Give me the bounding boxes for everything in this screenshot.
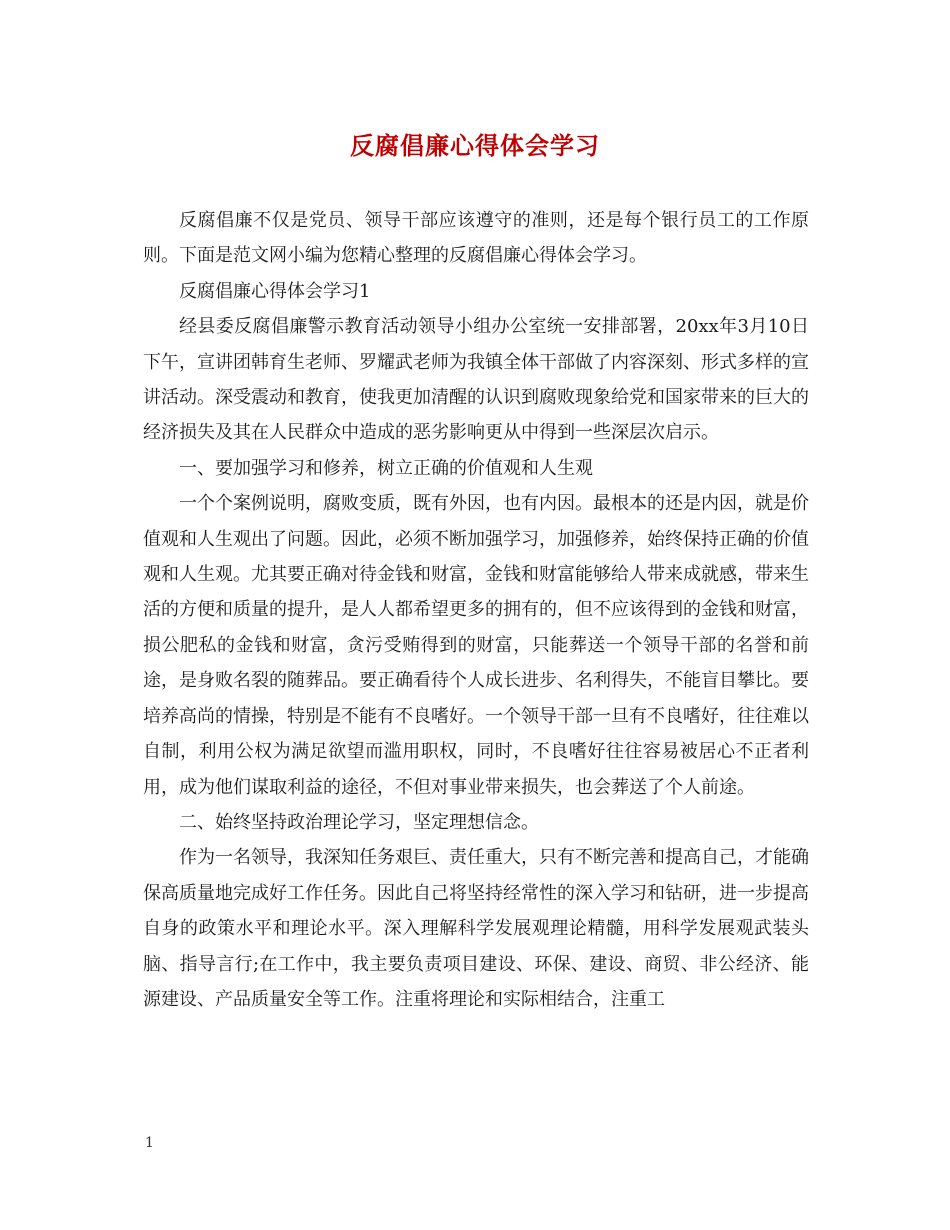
- section-title-1: 反腐倡廉心得体会学习1: [179, 280, 371, 302]
- body-paragraph: 经县委反腐倡廉警示教育活动领导小组办公室统一安排部署，20xx年3月10日下午，宣讲团韩育生老师、罗耀武老师为我镇全体干部做了内容深刻、形式多样的宣讲活动。深受震动和教育，使我更加清醒的认识到腐败现象给党和国家带来的巨大的经济损失及其在人民群众中造成的恶劣影响更从中得到一些深层次启示。: [143, 316, 809, 444]
- body-paragraph: 作为一名领导，我深知任务艰巨、责任重大，只有不断完善和提高自己，才能确保高质量地完成好工作任务。因此自己将坚持经常性的深入学习和钻研，进一步提高自身的政策水平和理论水平。深入理解科学发展观理论精髓，用科学发展观武装头脑、指导言行;在工作中，我主要负责项目建设、环保、建设、商贸、非公经济、能源建设、产品质量安全等工作。注重将理论和实际相结合，注重工: [143, 847, 809, 1010]
- body-paragraph: 一个个案例说明，腐败变质，既有外因，也有内因。最根本的还是内因，就是价值观和人生观出了问题。因此，必须不断加强学习，加强修养，始终保持正确的价值观和人生观。尤其要正确对待金钱和财富，金钱和财富能够给人带来成就感，带来生活的方便和质量的提升，是人人都希望更多的拥有的，但不应该得到的金钱和财富，损公肥私的金钱和财富，贪污受贿得到的财富，只能葬送一个领导干部的名誉和前途，是身败名裂的随葬品。要正确看待个人成长进步、名利得失，不能盲目攀比。要培养高尚的情操，特别是不能有不良嗜好。一个领导干部一旦有不良嗜好，往往难以自制，利用公权为满足欲望而滥用职权，同时，不良嗜好往往容易被居心不正者利用，成为他们谋取利益的途径，不但对事业带来损失，也会葬送了个人前途。: [143, 493, 809, 798]
- document-title: 反腐倡廉心得体会学习: [350, 131, 600, 160]
- intro-paragraph: 反腐倡廉不仅是党员、领导干部应该遵守的准则，还是每个银行员工的工作原则。下面是范文网小编为您精心整理的反腐倡廉心得体会学习。: [143, 210, 809, 267]
- page-number: 1: [145, 1135, 154, 1151]
- heading-two: 二、始终坚持政治理论学习，坚定理想信念。: [179, 811, 539, 833]
- document-body: [143, 203, 809, 1017]
- heading-one: 一、要加强学习和修养，树立正确的价值观和人生观: [179, 457, 593, 479]
